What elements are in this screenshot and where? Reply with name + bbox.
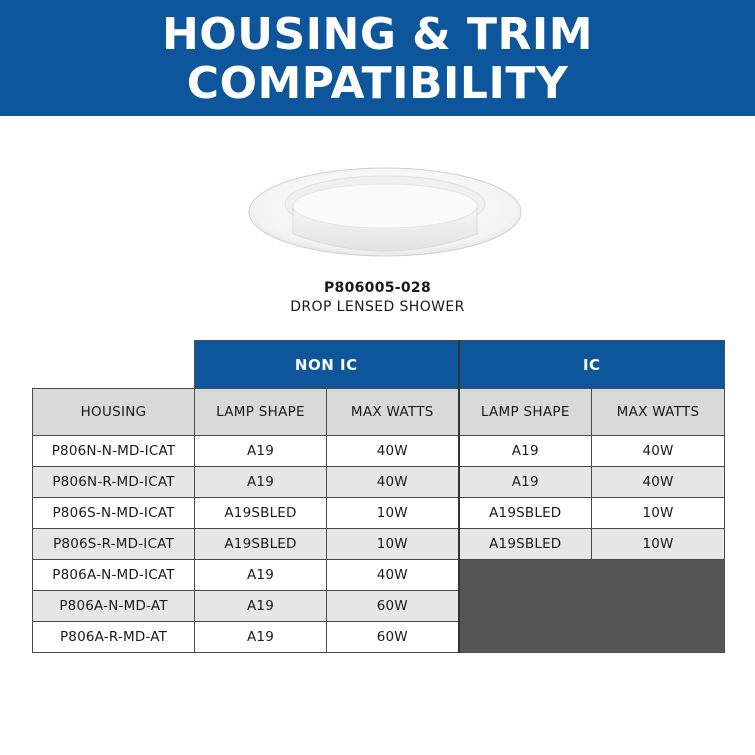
ic-lamp-cell: A19 <box>459 467 592 498</box>
ic-watts-cell: 40W <box>592 467 725 498</box>
non-ic-lamp-cell: A19 <box>195 591 327 622</box>
group-header-non-ic: NON IC <box>195 341 459 389</box>
non-ic-lamp-cell: A19 <box>195 436 327 467</box>
column-header-housing: HOUSING <box>33 389 195 436</box>
non-ic-lamp-cell: A19 <box>195 467 327 498</box>
column-header-non-ic-max-watts: MAX WATTS <box>327 389 459 436</box>
non-ic-watts-cell: 10W <box>327 498 459 529</box>
ic-watts-cell: 10W <box>592 498 725 529</box>
non-ic-watts-cell: 60W <box>327 622 459 653</box>
housing-cell: P806N-N-MD-ICAT <box>33 436 195 467</box>
ic-watts-cell: 10W <box>592 529 725 560</box>
housing-cell: P806A-N-MD-ICAT <box>33 560 195 591</box>
non-ic-watts-cell: 10W <box>327 529 459 560</box>
recessed-trim-fixture-icon <box>245 150 525 270</box>
non-ic-lamp-cell: A19SBLED <box>195 529 327 560</box>
group-header-blank <box>33 341 195 389</box>
non-ic-watts-cell: 40W <box>327 560 459 591</box>
table-row <box>33 467 725 498</box>
model-description: DROP LENSED SHOWER <box>290 299 465 315</box>
ic-lamp-cell: A19 <box>459 436 592 467</box>
column-header-non-ic-lamp-shape: LAMP SHAPE <box>195 389 327 436</box>
non-ic-lamp-cell: A19 <box>195 560 327 591</box>
non-ic-watts-cell: 40W <box>327 436 459 467</box>
page-title <box>0 0 755 108</box>
ic-lamp-cell: A19SBLED <box>459 498 592 529</box>
housing-cell: P806A-R-MD-AT <box>33 622 195 653</box>
title-line-2: COMPATIBILITY <box>186 58 569 109</box>
housing-cell: P806A-N-MD-AT <box>33 591 195 622</box>
non-ic-watts-cell: 60W <box>327 591 459 622</box>
non-ic-lamp-cell: A19SBLED <box>195 498 327 529</box>
housing-cell: P806S-R-MD-ICAT <box>33 529 195 560</box>
ic-watts-cell: 40W <box>592 436 725 467</box>
table-row <box>33 436 725 467</box>
title-line-1: HOUSING & TRIM <box>161 9 593 60</box>
ic-lamp-cell: A19SBLED <box>459 529 592 560</box>
model-number: P806005-028 <box>323 280 432 296</box>
compatibility-table <box>32 340 725 653</box>
non-ic-lamp-cell: A19 <box>195 622 327 653</box>
column-header-ic-lamp-shape: LAMP SHAPE <box>459 389 592 436</box>
table-row <box>33 529 725 560</box>
housing-cell: P806N-R-MD-ICAT <box>33 467 195 498</box>
ic-not-applicable-block <box>459 560 725 653</box>
column-header-ic-max-watts: MAX WATTS <box>592 389 725 436</box>
non-ic-watts-cell: 40W <box>327 467 459 498</box>
table-row <box>33 498 725 529</box>
table-row <box>33 560 725 591</box>
group-header-ic: IC <box>459 341 725 389</box>
title-banner <box>0 0 755 116</box>
housing-cell: P806S-N-MD-ICAT <box>33 498 195 529</box>
